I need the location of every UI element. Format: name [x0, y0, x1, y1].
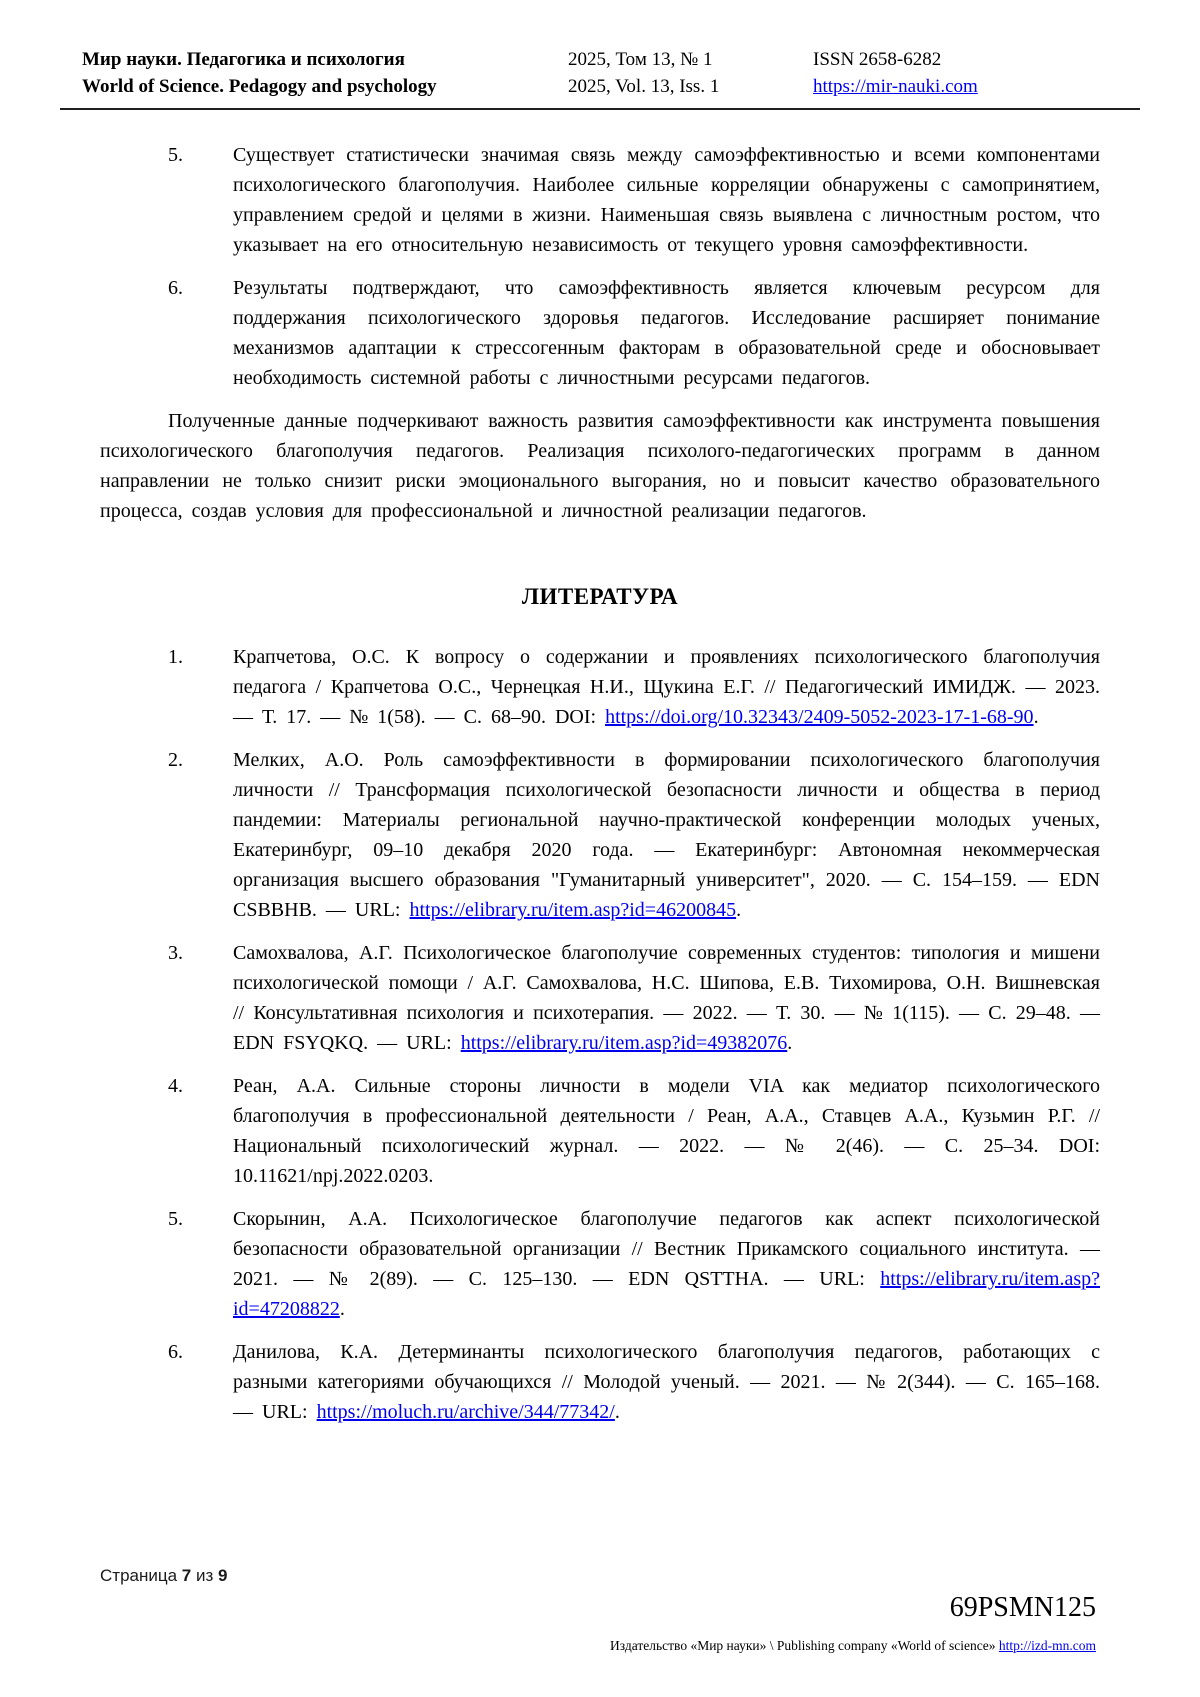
reference-text-after: .	[1033, 706, 1039, 728]
closing-paragraph: Полученные данные подчеркивают важность развития самоэффективности как инструмента повышения психологического благополучия педагогов. Реализация психолого-педагогических программ в данном направлении не только снизит риски эмоционального выгорания, но и повысит качество образовательного процесса, создав условия для профессиональной и личностной реализации педагогов.	[100, 410, 1100, 522]
reference-url-link[interactable]: https://moluch.ru/archive/344/77342/	[316, 1401, 615, 1423]
article-body	[100, 110, 1100, 1427]
issn-block	[813, 46, 1118, 100]
reference-text-after: .	[614, 1401, 620, 1423]
page-header	[60, 0, 1140, 110]
page-number-current: 7	[181, 1566, 192, 1585]
reference-text-after: .	[736, 899, 742, 921]
reference-text: Реан, А.А. Сильные стороны личности в модели VIA как медиатор психологического благополучия в профессиональной деятельности / Реан, А.А., Ставцев А.А., Кузьмин Р.Г. // Национальный психологический журнал. — 2022. — № 2(46). — С. 25–34. DOI: 10.11621/npj.2022.0203.	[233, 1075, 1100, 1187]
conclusion-item	[100, 140, 1100, 260]
page-number	[100, 1566, 228, 1586]
article-id: 69PSMN125	[949, 1592, 1096, 1623]
reference-url-link[interactable]: https://elibrary.ru/item.asp?id=46200845	[409, 899, 737, 921]
page-number-label: Страница	[100, 1566, 178, 1585]
literature-heading: ЛИТЕРАТУРА	[521, 584, 679, 609]
publisher-site-link[interactable]: http://izd-mn.com	[998, 1638, 1096, 1653]
reference-number: 2.	[168, 749, 183, 771]
reference-item	[100, 1337, 1100, 1427]
page-number-total: 9	[218, 1566, 228, 1585]
reference-doi-link[interactable]: https://doi.org/10.32343/2409-5052-2023-17-1-68-90	[605, 706, 1034, 728]
reference-item	[100, 642, 1100, 732]
reference-text: Самохвалова, А.Г. Психологическое благополучие современных студентов: типология и мишени психологической помощи / А.Г. Самохвалова, Н.С. Шипова, Е.В. Тихомирова, О.Н. Вишневская // Консультативная психология и психотерапия. — 2022. — Т. 30. — № 1(115). — С. 29–48. — EDN FSYQKQ. — URL:	[233, 942, 1100, 1054]
reference-url-link[interactable]: https://elibrary.ru/item.asp?id=49382076	[460, 1032, 788, 1054]
conclusion-item-text: Результаты подтверждают, что самоэффективность является ключевым ресурсом для поддержания психологического здоровья педагогов. Исследование расширяет понимание механизмов адаптации к стрессогенным факторам в образовательной среде и обосновывает необходимость системной работы с личностными ресурсами педагогов.	[233, 277, 1100, 389]
reference-text: Мелких, А.О. Роль самоэффективности в формировании психологического благополучия личности // Трансформация психологической безопасности личности и общества в период пандемии: Материалы региональной научно-практической конференции молодых ученых, Екатеринбург, 09–10 декабря 2020 года. — Екатеринбург: Автономная некоммерческая организация высшего образования "Гуманитарный университет", 2020. — С. 154–159. — EDN CSBBHB. — URL:	[233, 749, 1100, 921]
reference-number: 6.	[168, 1341, 183, 1363]
publisher-line	[610, 1638, 1096, 1654]
conclusion-item-number: 5.	[168, 144, 183, 166]
reference-text: Скорынин, А.А. Психологическое благополучие педагогов как аспект психологической безопасности образовательной организации // Вестник Прикамского социального института. — 2021. — № 2(89). — С. 125–130. — EDN QSTTHA. — URL:	[233, 1208, 1100, 1290]
reference-text: Крапчетова, О.С. К вопросу о содержании и проявлениях психологического благополучия педагога / Крапчетова О.С., Чернецкая Н.И., Щукина Е.Г. // Педагогический ИМИДЖ. — 2023. — Т. 17. — № 1(58). — С. 68–90. DOI:	[233, 646, 1100, 728]
reference-url-link[interactable]: https://elibrary.ru/item.asp?id=47208822	[233, 1268, 1100, 1320]
reference-text-after: .	[339, 1298, 345, 1320]
issue-info-ru: 2025, Том 13, № 1	[568, 49, 713, 70]
reference-number: 3.	[168, 942, 183, 964]
reference-text-after: .	[787, 1032, 793, 1054]
journal-site-link[interactable]: https://mir-nauki.com	[813, 76, 978, 97]
reference-item	[100, 1071, 1100, 1191]
conclusion-item-number: 6.	[168, 277, 183, 299]
reference-item	[100, 1204, 1100, 1324]
journal-title-block	[82, 46, 568, 100]
reference-number: 5.	[168, 1208, 183, 1230]
issue-info-en: 2025, Vol. 13, Iss. 1	[568, 76, 720, 97]
reference-item	[100, 938, 1100, 1058]
page-number-of: из	[196, 1566, 214, 1585]
conclusion-item	[100, 273, 1100, 393]
reference-number: 1.	[168, 646, 183, 668]
issn-label: ISSN 2658-6282	[813, 49, 942, 70]
publisher-text: Издательство «Мир науки» \ Publishing company «World of science»	[610, 1638, 999, 1653]
reference-number: 4.	[168, 1075, 183, 1097]
journal-title-en: World of Science. Pedagogy and psychology	[82, 76, 437, 97]
reference-item	[100, 745, 1100, 925]
journal-title-ru: Мир науки. Педагогика и психология	[82, 49, 405, 70]
issue-info-block	[568, 46, 813, 100]
reference-text: Данилова, К.А. Детерминанты психологического благополучия педагогов, работающих с разными категориями обучающихся // Молодой ученый. — 2021. — № 2(344). — С. 165–168. — URL:	[233, 1341, 1100, 1423]
conclusion-item-text: Существует статистически значимая связь между самоэффективностью и всеми компонентами психологического благополучия. Наиболее сильные корреляции обнаружены с самопринятием, управлением средой и целями в жизни. Наименьшая связь выявлена с личностным ростом, что указывает на его относительную независимость от текущего уровня самоэффективности.	[233, 144, 1100, 256]
